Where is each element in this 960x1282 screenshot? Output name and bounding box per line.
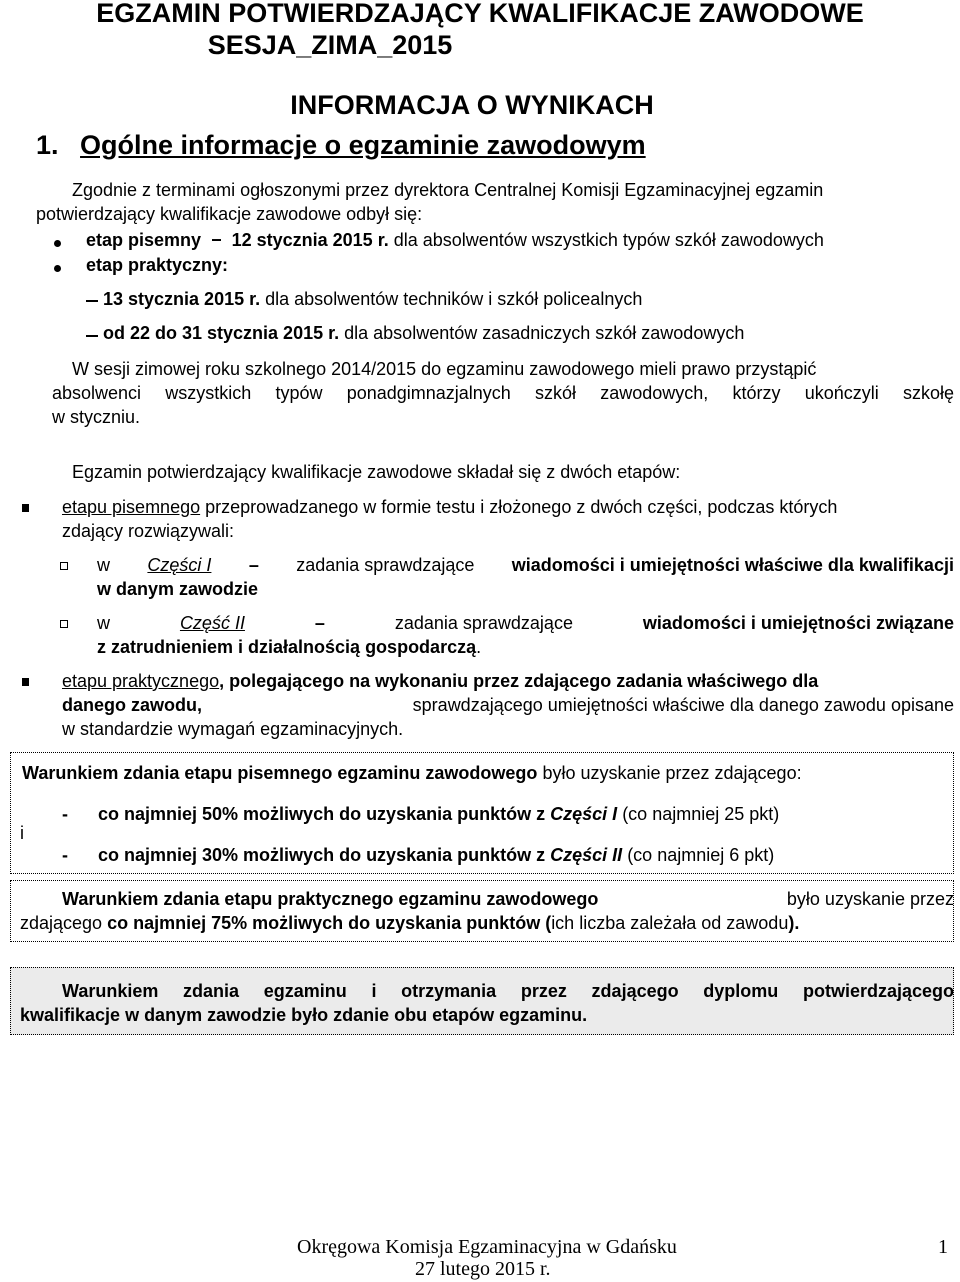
- footer-date: 27 lutego 2015 r.: [415, 1258, 551, 1280]
- session-line-2: absolwenci wszystkich typów ponadgimnazjalnych szkół zawodowych, którzy ukończyli szkołę: [52, 383, 954, 403]
- intro-line-1: Zgodnie z terminami ogłoszonymi przez dyrektora Centralnej Komisji Egzaminacyjnej egzamin: [72, 180, 824, 200]
- practical-structure-line-1: [62, 671, 818, 692]
- open-square-bullet-icon: [60, 620, 68, 628]
- written-structure-line-2: zdający rozwiązywali:: [62, 521, 235, 541]
- item1-rest: (co najmniej 25 pkt): [622, 804, 780, 824]
- part2-line-1: [97, 613, 954, 634]
- practical-conditions-subject: zdającego: [20, 913, 103, 933]
- intro-line-2: potwierdzający kwalifikacje zawodowe odbył się:: [36, 204, 423, 224]
- practical-1-audience: dla absolwentów techników i szkół policealnych: [265, 289, 643, 309]
- info-title: INFORMACJA O WYNIKACH: [290, 90, 654, 120]
- practical-conditions-end: ).: [788, 913, 800, 933]
- item2-rest: (co najmniej 6 pkt): [627, 845, 775, 865]
- practical-conditions-line-2: [20, 913, 799, 934]
- section-title: Ogólne informacje o egzaminie zawodowym: [80, 130, 646, 160]
- practical-1-date: 13 stycznia 2015 r.: [103, 289, 261, 309]
- dash-icon: [86, 300, 98, 302]
- part2-end: .: [476, 637, 482, 657]
- part2-dash: –: [314, 613, 325, 633]
- practical-structure-line-2: [62, 695, 954, 716]
- bullet-dot-icon: [54, 265, 61, 272]
- session-title: SESJA_ZIMA_2015: [207, 30, 453, 60]
- item2-bold: co najmniej 30% możliwych do uzyskania punktów z: [98, 845, 546, 865]
- section-number: 1.: [36, 130, 59, 160]
- part2-skills-cont: z zatrudnieniem i działalnością gospodarczą: [97, 637, 477, 657]
- part1-skills: wiadomości i umiejętności właściwe dla kwalifikacji: [511, 555, 954, 575]
- session-line-1: W sesji zimowej roku szkolnego 2014/2015 do egzaminu zawodowego mieli prawo przystąpić: [72, 359, 817, 379]
- part1-line-2: w danym zawodzie: [97, 579, 259, 599]
- part2-tasks: zadania sprawdzające: [394, 613, 573, 633]
- written-term: etapu pisemnego: [62, 497, 201, 517]
- open-square-bullet-icon: [60, 562, 68, 570]
- square-bullet-icon: [22, 504, 29, 512]
- practical-conditions-line-1: [62, 889, 954, 910]
- written-conditions-title: [22, 763, 802, 784]
- diploma-conditions-line-2: kwalifikacje w danym zawodzie było zdanie obu etapów egzaminu.: [20, 1005, 588, 1025]
- part2-line-2: [97, 637, 481, 658]
- item2-dash: -: [62, 845, 68, 865]
- session-line-3: w styczniu.: [52, 407, 141, 427]
- practical-conditions-note: ich liczba zależała od zawodu: [551, 913, 789, 933]
- bullet-dot-icon: [54, 240, 61, 247]
- part1-tasks: zadania sprawdzające: [296, 555, 475, 575]
- footer-institution: Okręgowa Komisja Egzaminacyjna w Gdańsku: [297, 1236, 677, 1258]
- practical-conditions-rest: było uzyskanie przez: [786, 889, 954, 909]
- part1-line-1: [97, 555, 954, 576]
- written-structure-line-1: [62, 497, 837, 518]
- practical-desc-rest: sprawdzającego umiejętności właściwe dla danego zawodu opisane: [412, 695, 954, 715]
- practical-desc-bold-2: danego zawodu,: [62, 695, 203, 715]
- practical-term: etapu praktycznego: [62, 671, 220, 691]
- practical-conditions-bold: Warunkiem zdania etapu praktycznego egzaminu zawodowego: [62, 889, 599, 909]
- section-heading: [36, 130, 646, 161]
- practical-structure-line-3: w standardzie wymagań egzaminacyjnych.: [62, 719, 404, 739]
- written-conditions-bold: Warunkiem zdania etapu pisemnego egzaminu zawodowego: [22, 763, 538, 783]
- written-stage-date: 12 stycznia 2015 r.: [231, 230, 389, 250]
- part1-name: Części I: [147, 555, 212, 575]
- practical-stage-item-1: [103, 289, 642, 310]
- written-stage-label: etap pisemny: [86, 230, 202, 250]
- side-letter: i: [20, 823, 24, 843]
- practical-2-audience: dla absolwentów zasadniczych szkół zawodowych: [344, 323, 745, 343]
- item1-bold: co najmniej 50% możliwych do uzyskania punktów z: [98, 804, 546, 824]
- part2-name: Część II: [179, 613, 245, 633]
- dash-icon: [86, 335, 98, 337]
- written-stage-item: [86, 230, 824, 251]
- written-stage-audience: dla absolwentów wszystkich typów szkół zawodowych: [393, 230, 824, 250]
- item1-part: Części I: [550, 804, 618, 824]
- part2-skills: wiadomości i umiejętności związane: [642, 613, 954, 633]
- part1-dash: –: [248, 555, 259, 575]
- item2-part: Części II: [550, 845, 623, 865]
- square-bullet-icon: [22, 678, 29, 686]
- diploma-conditions-line-1: Warunkiem zdania egzaminu i otrzymania przez zdającego dyplomu potwierdzającego: [62, 981, 954, 1001]
- part1-w: w: [97, 555, 110, 575]
- item1-dash: -: [62, 804, 68, 824]
- written-condition-item-1: [98, 804, 779, 825]
- practical-conditions-threshold: co najmniej 75% możliwych do uzyskania punktów (: [107, 913, 552, 933]
- written-conditions-rest: było uzyskanie przez zdającego:: [542, 763, 802, 783]
- written-desc: przeprowadzanego w formie testu i złożonego z dwóch części, podczas których: [205, 497, 838, 517]
- practical-stage-label: etap praktyczny:: [86, 255, 229, 275]
- page-number: 1: [938, 1236, 948, 1258]
- exam-title: EGZAMIN POTWIERDZAJĄCY KWALIFIKACJE ZAWODOWE: [96, 0, 864, 28]
- practical-desc-bold: , polegającego na wykonaniu przez zdającego zadania właściwego dla: [219, 671, 819, 691]
- part2-w: w: [97, 613, 110, 633]
- practical-stage-item-2: [103, 323, 744, 344]
- practical-2-date: od 22 do 31 stycznia 2015 r.: [103, 323, 340, 343]
- written-condition-item-2: [98, 845, 774, 866]
- structure-intro: Egzamin potwierdzający kwalifikacje zawodowe składał się z dwóch etapów:: [72, 462, 681, 482]
- written-stage-dash: −: [206, 230, 227, 250]
